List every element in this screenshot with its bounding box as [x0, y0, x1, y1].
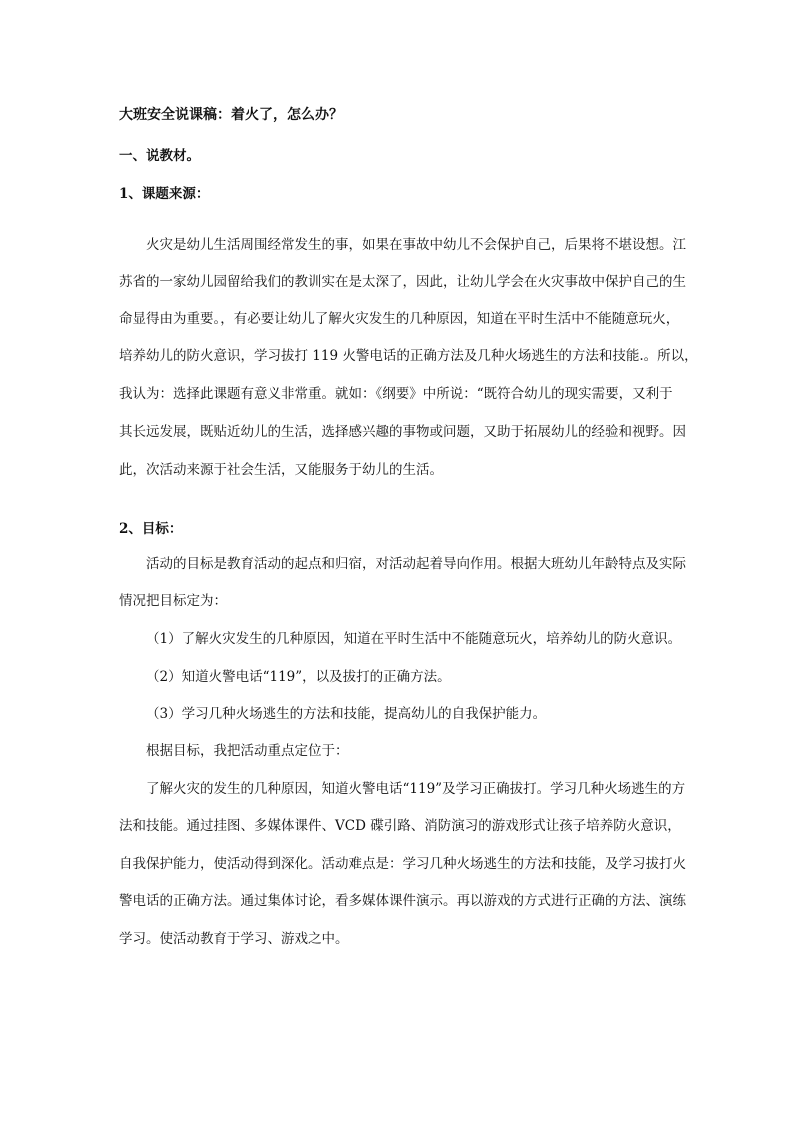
paragraph-line: 了解火灾的发生的几种原因，知道火警电话“119”及学习正确拔打。学习几种火场逃生的方	[146, 781, 686, 797]
paragraph-line: 培养幼儿的防火意识，学习拔打 119 火警电话的正确方法及几种火场逃生的方法和技能.。所以，	[119, 348, 698, 364]
paragraph-line: 根据目标，我把活动重点定位于：	[146, 743, 349, 759]
goal-item: （1）了解火灾发生的几种原因，知道在平时生活中不能随意玩火，培养幼儿的防火意识。	[146, 631, 682, 647]
goal-item: （3）学习几种火场逃生的方法和技能，提高幼儿的自我保护能力。	[146, 706, 547, 722]
paragraph-line: 此，次活动来源于社会生活，又能服务于幼儿的生活。	[119, 462, 443, 478]
section-heading-teaching-material: 一、说教材。	[119, 148, 200, 164]
paragraph-line: 其长远发展，既贴近幼儿的生活，选择感兴趣的事物或问题，又助于拓展幼儿的经验和视野。因	[119, 424, 686, 440]
paragraph-line: 活动的目标是教育活动的起点和归宿，对活动起着导向作用。根据大班幼儿年龄特点及实际	[146, 556, 686, 572]
paragraph-line: 我认为：选择此课题有意义非常重。就如：《纲要》中所说：“既符合幼儿的现实需要，又利于	[119, 386, 673, 402]
paragraph-line: 法和技能。通过挂图、多媒体课件、VCD 碟引路、消防演习的游戏形式让孩子培养防火意识，	[119, 818, 681, 834]
subheading-topic-source: 1、课题来源：	[119, 186, 210, 202]
paragraph-line: 苏省的一家幼儿园留给我们的教训实在是太深了，因此，让幼儿学会在火灾事故中保护自己的生	[119, 274, 686, 290]
document-title: 大班安全说课稿：着火了，怎么办？	[119, 107, 343, 123]
paragraph-line: 学习。使活动教育于学习、游戏之中。	[119, 931, 349, 947]
paragraph-line: 情况把目标定为：	[119, 593, 227, 609]
subheading-goals: 2、目标：	[119, 521, 183, 537]
paragraph-line: 命显得由为重要。，有必要让幼儿了解火灾发生的几种原因，知道在平时生活中不能随意玩火，	[119, 311, 680, 327]
goal-item: （2）知道火警电话“119”，以及拔打的正确方法。	[146, 669, 451, 685]
paragraph-line: 自我保护能力，使活动得到深化。活动难点是：学习几种火场逃生的方法和技能，及学习拔打火	[119, 856, 686, 872]
paragraph-line: 警电话的正确方法。通过集体讨论，看多媒体课件演示。再以游戏的方式进行正确的方法、演练	[119, 893, 686, 909]
paragraph-line: 火灾是幼儿生活周围经常发生的事，如果在事故中幼儿不会保护自己，后果将不堪设想。江	[146, 237, 686, 253]
